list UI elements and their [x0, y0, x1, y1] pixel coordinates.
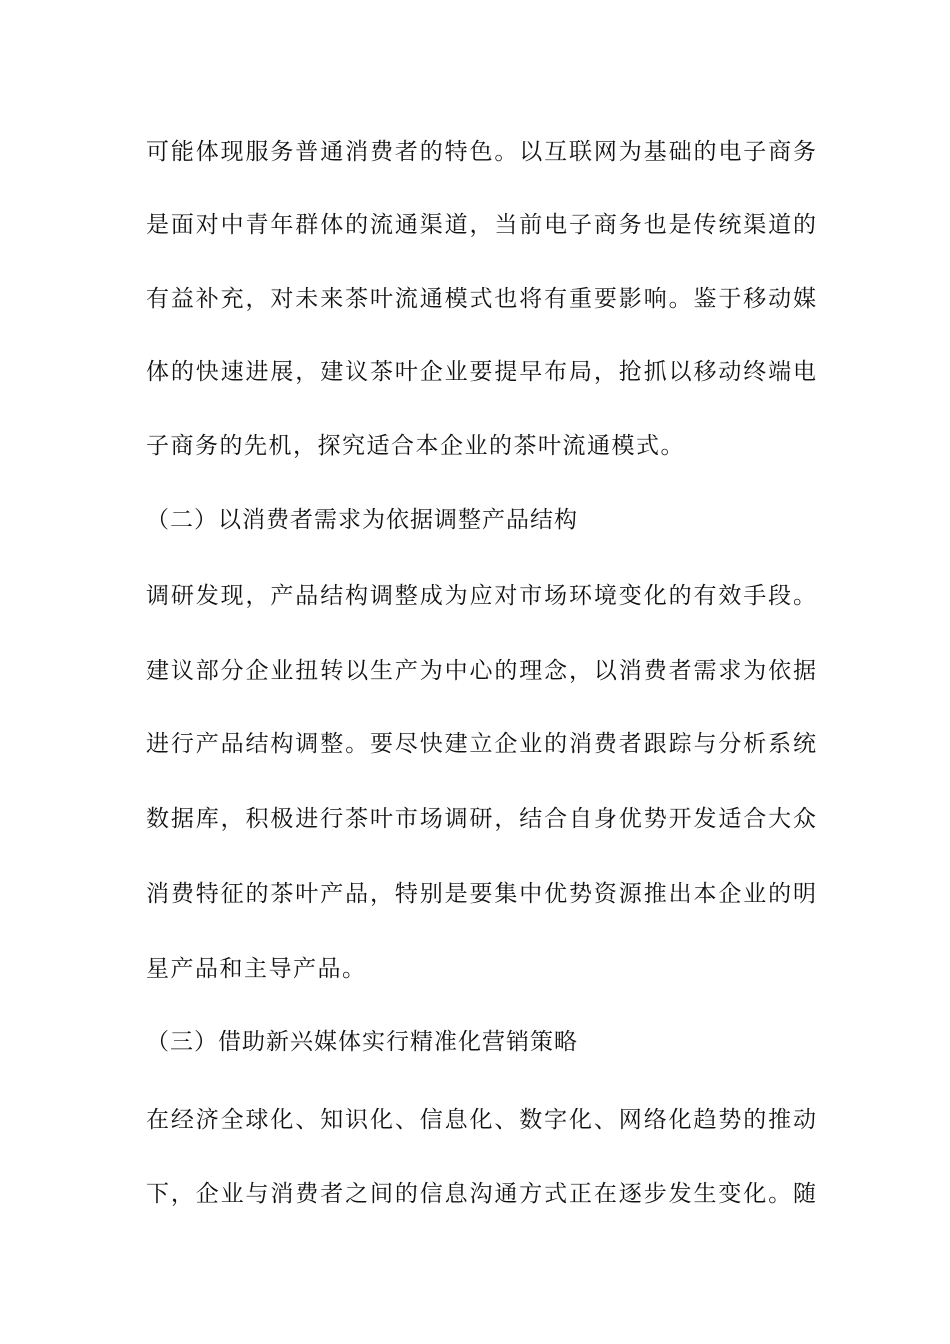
paragraph-line: 星产品和主导产品。: [146, 956, 367, 982]
paragraph-line: 可能体现服务普通消费者的特色。以互联网为基础的电子商务: [146, 139, 816, 165]
paragraph-line: 数据库，积极进行茶叶市场调研，结合自身优势开发适合大众: [146, 806, 816, 832]
paragraph-line: 下，企业与消费者之间的信息沟通方式正在逐步发生变化。随: [146, 1181, 816, 1207]
paragraph-line: 调研发现，产品结构调整成为应对市场环境变化的有效手段。: [146, 583, 816, 609]
section-heading: （三）借助新兴媒体实行精准化营销策略: [146, 1029, 578, 1055]
paragraph-line: 体的快速进展，建议茶叶企业要提早布局，抢抓以移动终端电: [146, 359, 816, 385]
paragraph-line: 是面对中青年群体的流通渠道，当前电子商务也是传统渠道的: [146, 212, 816, 238]
paragraph-line: 在经济全球化、知识化、信息化、数字化、网络化趋势的推动: [146, 1107, 816, 1133]
paragraph-line: 建议部分企业扭转以生产为中心的理念，以消费者需求为依据: [146, 658, 816, 684]
paragraph-line: 进行产品结构调整。要尽快建立企业的消费者跟踪与分析系统: [146, 731, 816, 757]
paragraph-line: 子商务的先机，探究适合本企业的茶叶流通模式。: [146, 433, 685, 459]
paragraph-line: 消费特征的茶叶产品，特别是要集中优势资源推出本企业的明: [146, 881, 816, 907]
section-heading: （二）以消费者需求为依据调整产品结构: [146, 507, 578, 533]
paragraph-line: 有益补充，对未来茶叶流通模式也将有重要影响。鉴于移动媒: [146, 286, 816, 312]
